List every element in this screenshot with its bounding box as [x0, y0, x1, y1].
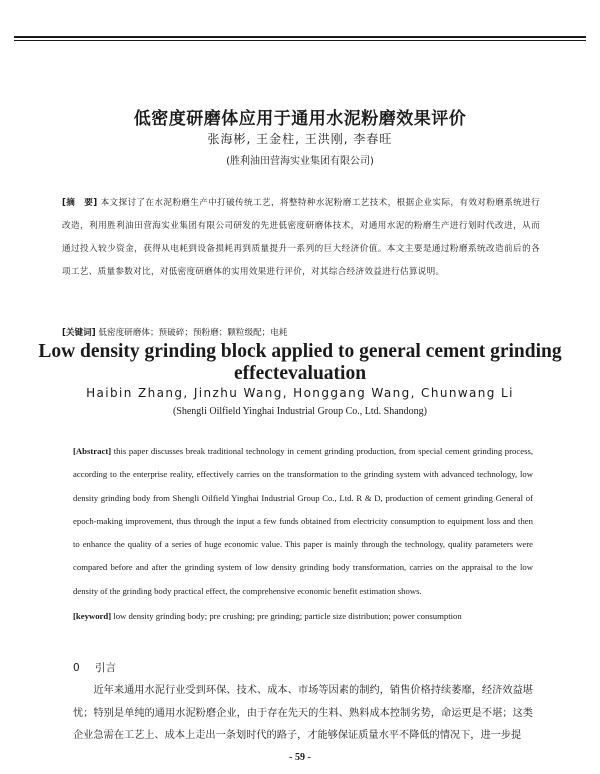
english-abstract-text: this paper discusses break traditional technology in cement grinding production, from special cement grinding process, according to the enterprise reality, effectively carries on the transformation to the grinding system with advanced technology, low density grinding body from Shengli Oilfield Yinghai Industrial Group Co., Ltd. R & D, production of cement grinding General of epoch-making improvement, thus through the input a few funds obtained from electricity consumption to equipment loss and then to enhance the quality of a series of huge economic value. This paper is mainly through the technology, quality parameters were compared before and after the grinding system of low density grinding body transformation, carries on the appraisal to the low density of the grinding body practical effect, the comprehensive economic benefit estimation shows. — [73, 446, 534, 596]
chinese-abstract — [62, 192, 540, 284]
chinese-title: 低密度研磨体应用于通用水泥粉磨效果评价 — [133, 109, 467, 129]
header-rule-thick — [14, 36, 586, 38]
chinese-keywords-text: 低密度研磨体；预破碎；预粉磨；颗粒级配；电耗 — [98, 328, 288, 338]
page-number: - 59 - — [289, 752, 311, 763]
chinese-keywords-label: [关键词] — [62, 328, 96, 338]
english-affiliation: (Shengli Oilfield Yinghai Industrial Group Co., Ltd. Shandong) — [172, 406, 428, 417]
header-rule-thin — [14, 40, 586, 41]
section-number: 0 — [73, 662, 80, 674]
english-keywords — [73, 611, 533, 621]
english-abstract — [73, 440, 533, 603]
chinese-keywords — [62, 326, 540, 338]
section-title: 引言 — [95, 662, 117, 674]
body-text — [73, 680, 533, 748]
chinese-authors: 张海彬, 王金柱, 王洪刚, 李春旺 — [207, 132, 393, 146]
english-title: Low density grinding block applied to general cement grinding effectevaluation — [38, 341, 562, 384]
chinese-abstract-label: [摘 要] — [62, 198, 98, 208]
english-abstract-label: [Abstract] — [73, 446, 112, 456]
chinese-affiliation: (胜利油田营海实业集团有限公司) — [226, 156, 374, 167]
chinese-abstract-text: 本文探讨了在水泥粉磨生产中打破传统工艺，将整特种水泥粉磨工艺技术，根据企业实际，有效对粉磨系统进行改造，利用胜利油田营海实业集团有限公司研发的先进低密度研磨体技术，对通用水泥的粉磨生产进行划时代改进，从而通过投入较少资金，获得从电耗到设备损耗再到质量提升一系列的巨大经济价值。本文主要是通过粉磨系统改造前后的各项工艺、质量参数对比，对低密度研磨体的实用效果进行评价，对其综合经济效益进行估算说明。 — [62, 198, 540, 277]
body-paragraph: 近年来通用水泥行业受到环保、技术、成本、市场等因素的制约，销售价格持续萎靡，经济效益堪忧；特别是单纯的通用水泥粉磨企业，由于存在先天的生料、熟料成本控制劣势，命运更是不堪；这类企业急需在工艺上、成本上走出一条划时代的路子，才能够保证质量水平不降低的情况下，进一步提 — [73, 685, 533, 741]
section-heading — [73, 660, 116, 675]
english-keywords-text: low density grinding body; pre crushing; pre grinding; particle size distribution; power consumption — [113, 611, 462, 621]
english-keywords-label: [keyword] — [73, 611, 112, 621]
english-authors: Haibin Zhang, Jinzhu Wang, Honggang Wang, Chunwang Li — [86, 386, 514, 400]
